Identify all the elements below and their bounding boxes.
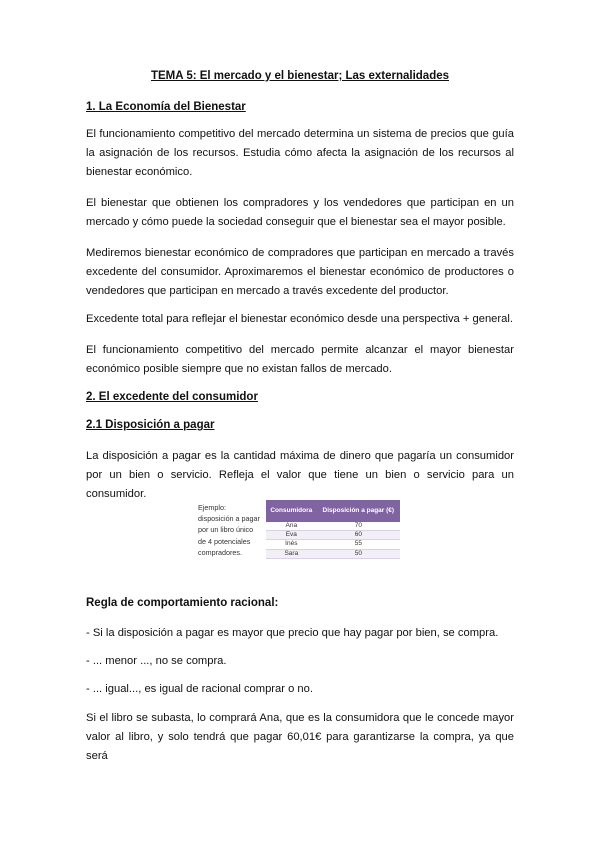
section-1-paragraph-4: Excedente total para reflejar el bienestar económico desde una perspectiva + general. (86, 313, 513, 325)
section-2-1-heading: 2.1 Disposición a pagar (86, 419, 215, 431)
section-2-heading: 2. El excedente del consumidor (86, 391, 258, 403)
section-1-paragraph-3: Mediremos bienestar económico de compradores que participan en mercado a través excedente del consumidor. Aproximaremos el bienestar económico de productores o vendedores que participan en mercado a través excedente del productor. (86, 247, 514, 297)
column-header-consumer: Consumidora (266, 500, 317, 522)
cell-name: Inés (266, 540, 317, 549)
cell-value: 55 (317, 540, 400, 549)
rule-line-3: - ... igual..., es igual de racional comprar o no. (86, 683, 313, 695)
rule-line-2: - ... menor ..., no se compra. (86, 655, 227, 667)
cell-value: 50 (317, 549, 400, 558)
table-row (266, 540, 400, 549)
rule-heading: Regla de comportamiento racional: (86, 597, 279, 609)
cell-value: 60 (317, 531, 400, 540)
section-1-heading: 1. La Economía del Bienestar (86, 101, 246, 113)
table-header-row (266, 500, 400, 522)
page-title: TEMA 5: El mercado y el bienestar; Las externalidades (150, 70, 450, 82)
table-row (266, 549, 400, 558)
table-row (266, 522, 400, 531)
section-1-paragraph-1: El funcionamiento competitivo del mercado determina un sistema de precios que guía la asignación de los recursos. Estudia cómo afecta la asignación de los recursos al bienestar económico. (86, 128, 514, 178)
column-header-willingness: Disposición a pagar (€) (317, 500, 400, 522)
figure-caption: Ejemplo: disposición a pagar por un libro único de 4 potenciales compradores. (198, 503, 260, 557)
auction-paragraph: Si el libro se subasta, lo comprará Ana, que es la consumidora que le concede mayor valor al libro, y solo tendrá que pagar 60,01€ para garantizarse la compra, ya que será (86, 712, 514, 762)
section-1-paragraph-2: El bienestar que obtienen los compradores y los vendedores que participan en un mercado y cómo puede la sociedad conseguir que el bienestar sea el mayor posible. (86, 197, 514, 228)
section-1-paragraph-5: El funcionamiento competitivo del mercado permite alcanzar el mayor bienestar económico posible siempre que no existan fallos de mercado. (86, 344, 514, 375)
example-figure (198, 500, 402, 570)
willingness-to-pay-table (266, 500, 400, 559)
table-row (266, 531, 400, 540)
cell-name: Sara (266, 549, 317, 558)
cell-name: Eva (266, 531, 317, 540)
cell-value: 70 (317, 522, 400, 531)
section-2-1-paragraph: La disposición a pagar es la cantidad máxima de dinero que pagaría un consumidor por un bien o servicio. Refleja el valor que tiene un bien o servicio para un consumidor. (86, 450, 514, 500)
rule-line-1: - Si la disposición a pagar es mayor que precio que hay pagar por bien, se compra. (86, 627, 499, 639)
cell-name: Ana (266, 522, 317, 531)
